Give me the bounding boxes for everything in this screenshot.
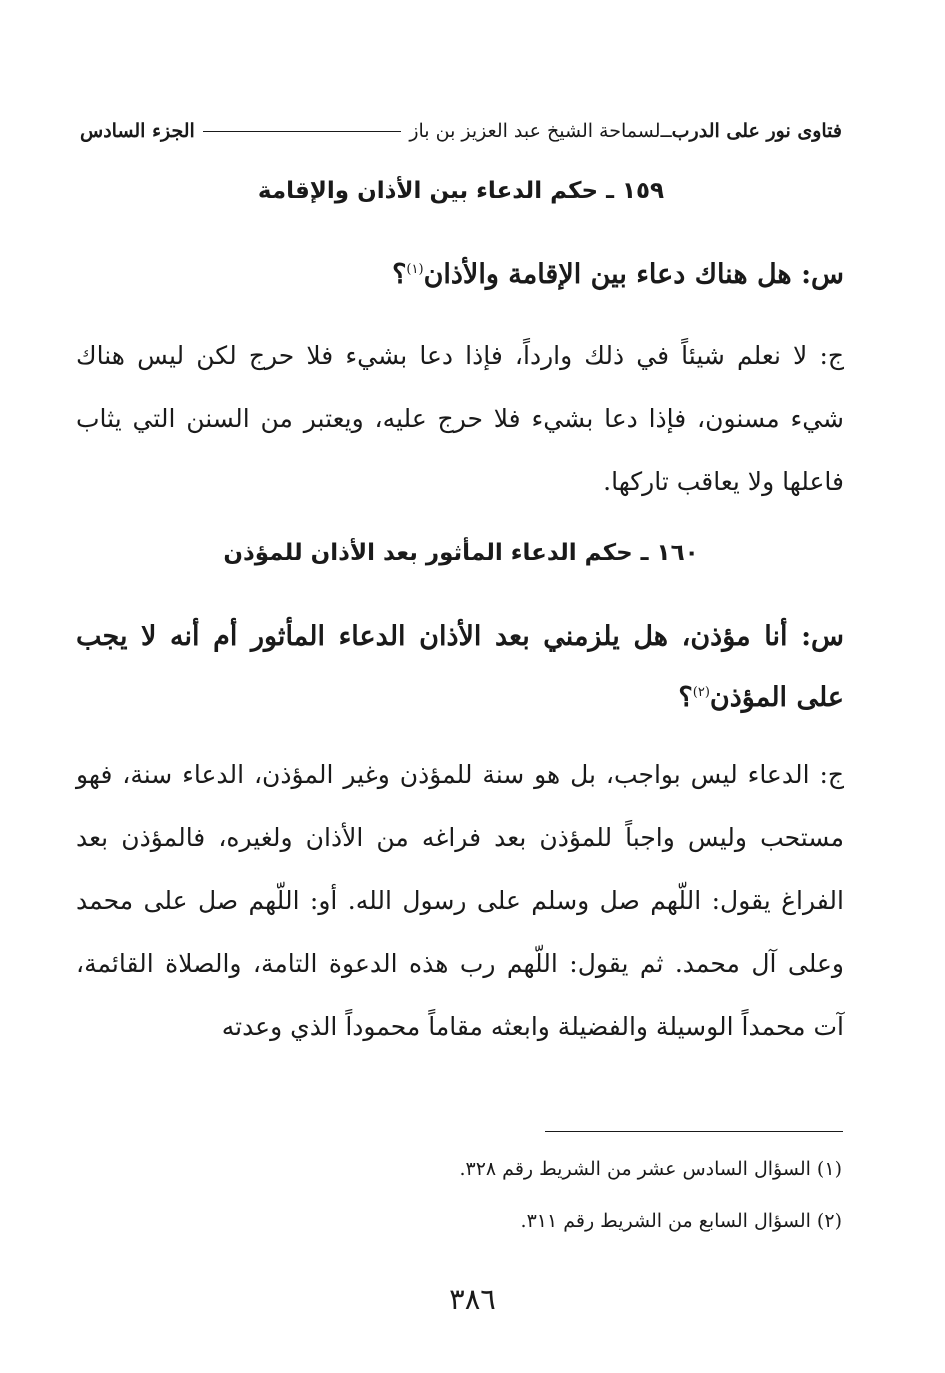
answer-text: الدعاء ليس بواجب، بل هو سنة للمؤذن وغير المؤذن، الدعاء سنة، فهو مستحب وليس واجباً للمؤذن بعد فراغه من الأذان ولغيره، فالمؤذن بعد الفراغ يقول: اللّهم صل وسلم على رسول الله. أو: اللّهم صل على محمد وعلى آل محمد. ثم يقول: اللّهم رب هذه الدعوة التامة، والصلاة القائمة، آت محمداً الوسيلة والفضيلة وابعثه مقاماً محموداً الذي وعدته	[76, 760, 844, 1041]
part-title: الجزء السادس	[80, 120, 195, 142]
section-heading: ١٦٠ ـ حكم الدعاء المأثور بعد الأذان للمؤذن	[223, 540, 699, 566]
question-mark: ؟	[392, 259, 407, 290]
answer	[76, 324, 844, 513]
footnote-ref: (٢)	[692, 685, 710, 700]
answer-text: لا نعلم شيئاً في ذلك وارداً، فإذا دعا بشيء فلا حرج لكن ليس هناك شيء مسنون، فإذا دعا بشيء فلا حرج عليه، ويعتبر من السنن التي يثاب فاعلها ولا يعاقب تاركها.	[76, 341, 844, 496]
question-mark: ؟	[678, 682, 693, 713]
answer	[76, 743, 844, 1058]
running-header	[80, 116, 842, 146]
question-prefix: س:	[801, 621, 845, 652]
answer-prefix: ج:	[819, 760, 844, 789]
question-prefix: س:	[801, 259, 844, 290]
question	[76, 244, 844, 305]
question-text: هل هناك دعاء بين الإقامة والأذان	[423, 259, 792, 290]
header-rule	[203, 131, 401, 132]
page-number: ٣٨٦	[449, 1282, 496, 1316]
answer-prefix: ج:	[819, 341, 844, 370]
question-text: أنا مؤذن، هل يلزمني بعد الأذان الدعاء المأثور أم أنه لا يجب على المؤذن	[76, 621, 844, 713]
footnote-rule	[545, 1131, 843, 1132]
question	[76, 606, 844, 728]
header-separator: ــ	[660, 120, 672, 142]
footnote: (٢) السؤال السابع من الشريط رقم ٣١١.	[520, 1210, 842, 1232]
author-name: لسماحة الشيخ عبد العزيز بن باز	[409, 120, 661, 142]
footnote-ref: (١)	[406, 262, 424, 277]
footnote: (١) السؤال السادس عشر من الشريط رقم ٣٢٨.	[459, 1158, 842, 1180]
section-heading: ١٥٩ ـ حكم الدعاء بين الأذان والإقامة	[257, 178, 665, 204]
book-title: فتاوى نور على الدرب	[671, 120, 842, 142]
